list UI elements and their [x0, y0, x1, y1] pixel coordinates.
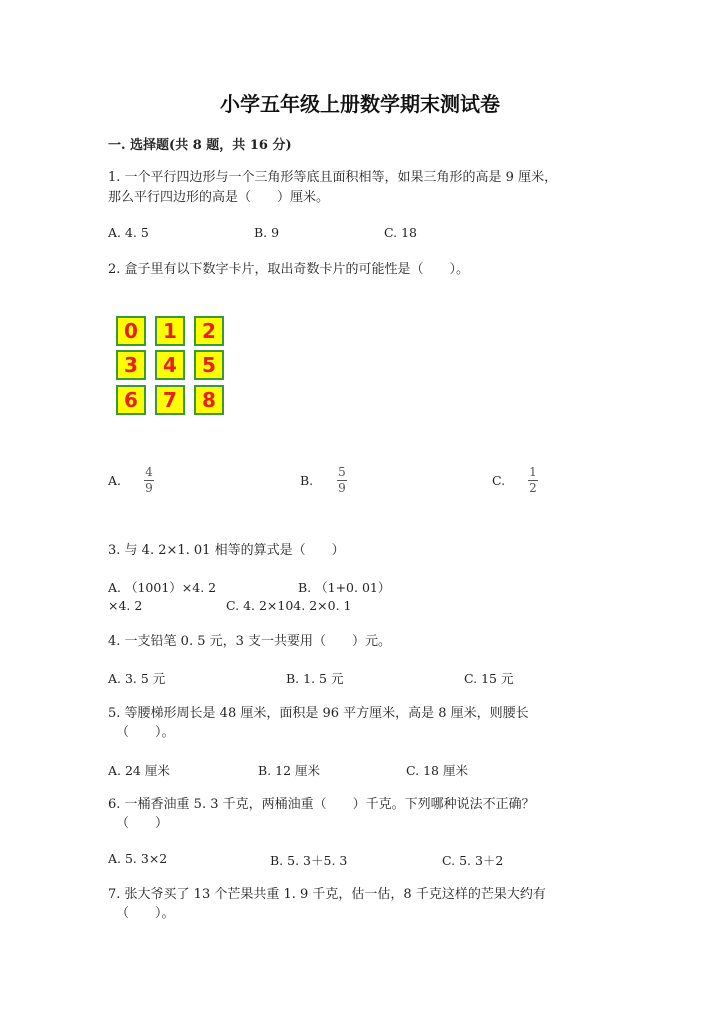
- denominator: 9: [338, 481, 346, 495]
- number-card: 8: [194, 385, 224, 415]
- question-1-text-line1: 1. 一个平行四边形与一个三角形等底且面积相等，如果三角形的高是 9 厘米，: [108, 170, 558, 185]
- number-card: 3: [116, 350, 146, 380]
- page-title: 小学五年级上册数学期末测试卷: [220, 92, 500, 116]
- question-1-option-b: B. 9: [254, 225, 280, 240]
- question-2-option-a-fraction: [144, 466, 154, 495]
- question-3-option-b-continued: ×4. 2: [108, 598, 143, 613]
- question-5-option-b: B. 12 厘米: [258, 763, 321, 778]
- question-6-option-b: B. 5. 3＋5. 3: [270, 853, 348, 868]
- question-6-text-line2: （ ）: [116, 816, 169, 831]
- question-5-text-line1: 5. 等腰梯形周长是 48 厘米，面积是 96 平方厘米，高是 8 厘米，则腰长: [108, 706, 529, 721]
- question-4-option-c: C. 15 元: [464, 671, 514, 686]
- question-3-option-c: C. 4. 2×104. 2×0. 1: [226, 598, 352, 613]
- denominator: 9: [145, 481, 153, 495]
- question-3-text: 3. 与 4. 2×1. 01 相等的算式是（ ）: [108, 543, 345, 558]
- question-5-text-line2: （ ）。: [116, 725, 175, 740]
- question-7-text-line1: 7. 张大爷买了 13 个芒果共重 1. 9 千克，估一估，8 千克这样的芒果大约有: [108, 887, 546, 902]
- number-card: 0: [116, 316, 146, 346]
- number-card: 2: [194, 316, 224, 346]
- question-1-option-c: C. 18: [384, 225, 417, 240]
- question-6-text-line1: 6. 一桶香油重 5. 3 千克，两桶油重（ ）千克。下列哪种说法不正确？: [108, 797, 535, 812]
- question-1-text-line2: 那么平行四边形的高是（ ）厘米。: [108, 190, 330, 205]
- question-6-option-a: A. 5. 3×2: [108, 851, 168, 866]
- question-2-text: 2. 盒子里有以下数字卡片，取出奇数卡片的可能性是（ ）。: [108, 262, 470, 277]
- question-2-option-a-label: A.: [108, 473, 122, 488]
- question-5-option-a: A. 24 厘米: [108, 763, 170, 778]
- question-3-option-b: B. （1+0. 01）: [298, 580, 391, 595]
- section-heading: 一. 选择题(共 8 题，共 16 分): [108, 138, 292, 153]
- question-2-option-b-label: B.: [300, 473, 314, 488]
- question-4-option-b: B. 1. 5 元: [286, 671, 344, 686]
- question-6-option-c: C. 5. 3＋2: [442, 853, 504, 868]
- number-card: 5: [194, 350, 224, 380]
- question-2-option-c-fraction: [528, 466, 538, 495]
- question-4-option-a: A. 3. 5 元: [108, 671, 166, 686]
- question-1-option-a: A. 4. 5: [108, 225, 149, 240]
- number-card: 7: [155, 385, 185, 415]
- number-card: 1: [155, 316, 185, 346]
- number-card: 6: [116, 385, 146, 415]
- question-2-option-b-fraction: [337, 466, 347, 495]
- numerator: 1: [529, 465, 537, 479]
- question-4-text: 4. 一支铅笔 0. 5 元，3 支一共要用（ ）元。: [108, 634, 392, 649]
- question-5-option-c: C. 18 厘米: [406, 763, 468, 778]
- numerator: 4: [145, 465, 153, 479]
- question-7-text-line2: （ ）。: [116, 906, 175, 921]
- numerator: 5: [338, 465, 346, 479]
- denominator: 2: [529, 481, 537, 495]
- question-2-option-c-label: C.: [492, 473, 506, 488]
- question-3-option-a: A. （1001）×4. 2: [108, 580, 217, 595]
- number-card: 4: [155, 350, 185, 380]
